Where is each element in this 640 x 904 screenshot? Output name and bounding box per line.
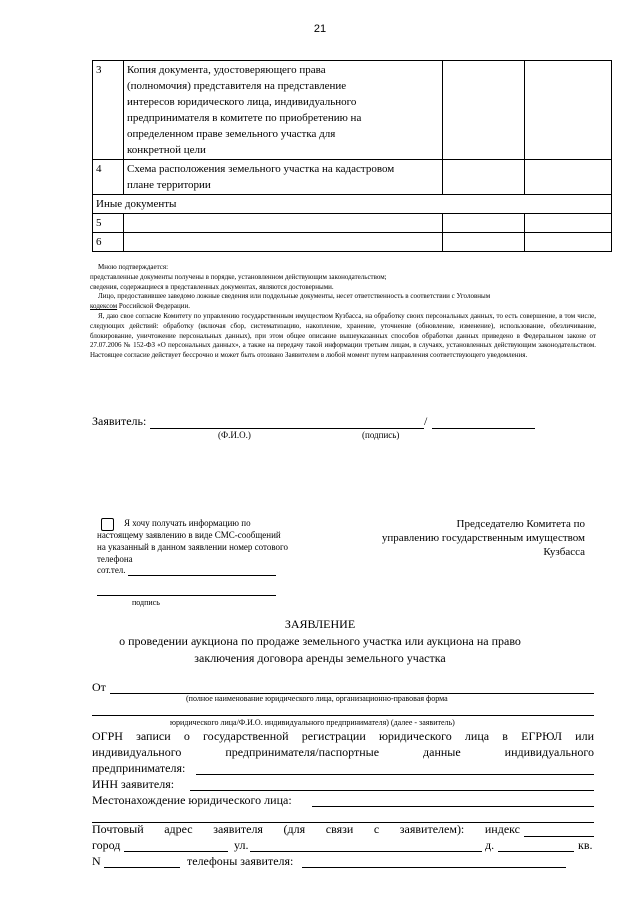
city-label: город xyxy=(92,838,121,852)
applicant-name-hint: (полное наименование юридического лица, организационно-правовая форма xyxy=(186,694,448,703)
street-input-line[interactable] xyxy=(250,851,482,852)
documents-table xyxy=(92,60,612,252)
liability-text-part: Лицо, предоставившее заведомо ложные сведения или поддельные документы, несет ответственность в соответствии с Уголовным xyxy=(98,292,491,301)
consent-text: Я, даю свое согласие Комитету по управлению государственным имуществом Кузбасса, на обработку своих персональных данных, то есть совершение, в том числе, следующих действий: обработку (включая сбор, систематизацию, накопление, хранение, уточнение (обновление, изменение), использование, обезличивание, блокирование, уничтожение персональных данных), при этом общее описание вышеуказанных способов обработки данных приведено в Федеральном законе от 27.07.2006 № 152-ФЗ «О персональных данных», а также на передачу такой информации третьим лицам, в случаях, установленных действующим законодательством. Настоящее согласие действует бессрочно и может быть отозвано Заявителем в любой момент путем направления соответствующего уведомления. xyxy=(90,311,596,360)
table-row xyxy=(93,233,612,252)
postal-address-label: Почтовый адрес заявителя (для связи с заявителем): индекс xyxy=(92,822,520,836)
inn-input-line[interactable] xyxy=(190,790,594,791)
signature-caption: (подпись) xyxy=(362,430,400,440)
location-input-line[interactable] xyxy=(312,806,594,807)
phones-input-line[interactable] xyxy=(302,867,566,868)
empty-cell xyxy=(443,61,525,160)
phone-input-line[interactable] xyxy=(128,575,276,576)
document-name-line: Схема расположения земельного участка на кадастровом xyxy=(127,163,395,175)
page-number: 21 xyxy=(313,23,327,35)
document-name-line: конкретной цели xyxy=(127,144,206,156)
document-name-line: плане территории xyxy=(127,179,211,191)
postal-index-line[interactable] xyxy=(524,836,594,837)
fio-line[interactable] xyxy=(150,428,424,429)
empty-cell xyxy=(443,233,525,252)
sms-text: Я хочу получать информацию по xyxy=(124,518,251,528)
addressee-line: Кузбасса xyxy=(543,546,585,558)
liability-text-end xyxy=(90,302,596,312)
applicant-name-hint-2: юридического лица/Ф.И.О. индивидуального предпринимателя) (далее - заявитель) xyxy=(170,718,455,727)
empty-cell xyxy=(525,233,612,252)
certification-item: сведения, содержащиеся в представленных документах, являются достоверными. xyxy=(90,282,334,291)
signature-line[interactable] xyxy=(432,428,535,429)
table-row xyxy=(93,214,612,233)
certification-item: представленные документы получены в порядке, установленном действующим законодательством; xyxy=(90,272,387,281)
certification-block xyxy=(90,263,596,361)
city-input-line[interactable] xyxy=(124,851,228,852)
house-label: д. xyxy=(485,838,495,852)
application-title: ЗАЯВЛЕНИЕ xyxy=(284,617,356,631)
table-row xyxy=(93,195,612,214)
applicant-label: Заявитель: xyxy=(92,414,147,428)
ogrn-input-line[interactable] xyxy=(196,774,594,775)
empty-cell xyxy=(443,214,525,233)
inn-label: ИНН заявителя: xyxy=(92,777,175,791)
document-name-line: определенном праве земельного участка для xyxy=(127,128,336,140)
empty-cell xyxy=(443,160,525,195)
street-label: ул. xyxy=(234,838,249,852)
fio-caption: (Ф.И.О.) xyxy=(218,430,251,440)
criminal-code-link[interactable]: кодексом xyxy=(90,302,118,311)
row-number: 5 xyxy=(93,214,124,233)
row-number: 6 xyxy=(93,233,124,252)
ogrn-text: индивидуального предпринимателя/паспортные данные индивидуального xyxy=(92,745,594,759)
addressee-line: управлению государственным имуществом xyxy=(381,532,585,544)
sms-text: на указанный в данном заявлении номер сотового xyxy=(97,542,289,552)
empty-cell xyxy=(525,214,612,233)
sms-text: телефона xyxy=(97,554,133,564)
slash: / xyxy=(424,414,428,428)
empty-cell xyxy=(525,61,612,160)
document-name-line: Копия документа, удостоверяющего права xyxy=(127,64,326,76)
document-name xyxy=(124,61,443,160)
n-label: N xyxy=(92,854,101,868)
table-row xyxy=(93,61,612,160)
empty-cell xyxy=(525,160,612,195)
from-label: От xyxy=(92,680,106,694)
document-name-line: предпринимателя в комитете по приобретению на xyxy=(127,112,362,124)
application-subtitle: заключения договора аренды земельного участка xyxy=(194,651,446,665)
ogrn-text: ОГРН записи о государственной регистрации юридического лица в ЕГРЮЛ или xyxy=(92,729,594,743)
phones-label: телефоны заявителя: xyxy=(187,854,294,868)
applicant-name-line-2[interactable] xyxy=(92,715,594,716)
row-number: 4 xyxy=(93,160,124,195)
addressee-line: Председателю Комитета по xyxy=(456,518,585,530)
sms-signature-line[interactable] xyxy=(97,595,276,596)
application-subtitle: о проведении аукциона по продаже земельного участка или аукциона на право xyxy=(119,634,521,648)
document-name xyxy=(124,160,443,195)
table-row xyxy=(93,160,612,195)
empty-cell xyxy=(124,233,443,252)
apartment-label: кв. xyxy=(578,838,593,852)
document-name-line: интересов юридического лица, индивидуального xyxy=(127,96,357,108)
location-label: Местонахождение юридического лица: xyxy=(92,793,292,807)
other-documents-header: Иные документы xyxy=(93,195,612,214)
phone-label: сот.тел. xyxy=(97,565,126,575)
certification-lead: Мною подтверждается: xyxy=(98,263,169,271)
row-number: 3 xyxy=(93,61,124,160)
sms-text: настоящему заявлению в виде СМС-сообщений xyxy=(97,530,281,540)
n-input-line[interactable] xyxy=(104,867,180,868)
document-name-line: (полномочия) представителя на представление xyxy=(127,80,347,92)
house-input-line[interactable] xyxy=(498,851,574,852)
empty-cell xyxy=(124,214,443,233)
ogrn-label: предпринимателя: xyxy=(92,761,186,775)
sms-signature-caption: подпись xyxy=(132,598,160,607)
liability-text xyxy=(90,292,596,302)
liability-text-part: Российской Федерации. xyxy=(117,302,190,311)
